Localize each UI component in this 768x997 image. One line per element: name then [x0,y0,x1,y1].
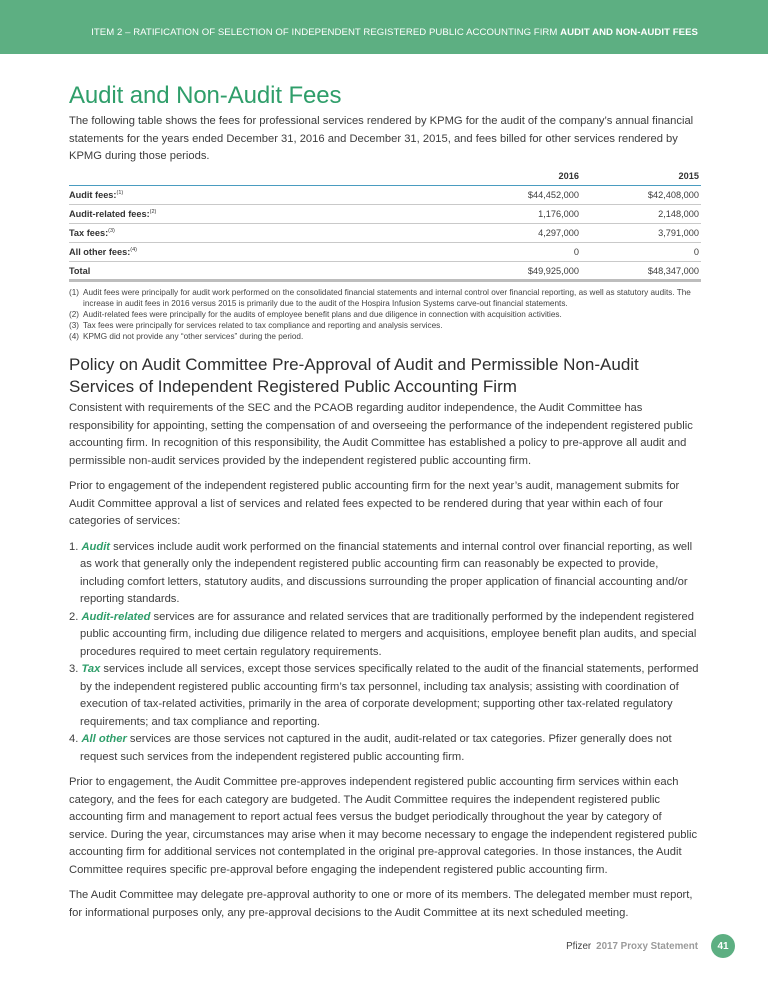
row-label: Audit-related fees:$^{(2)}$ [69,205,451,224]
value-2016: $44,452,000 [451,186,581,205]
column-header-2016: 2016 [451,169,581,186]
row-label: Total [69,262,451,281]
running-header-prefix: ITEM 2 – RATIFICATION OF SELECTION OF INDEPENDENT REGISTERED PUBLIC ACCOUNTING FIRM [91,27,558,38]
policy-paragraph-4: The Audit Committee may delegate pre-approval authority to one or more of its members. The delegated member must report, for informational purposes only, any pre-approval decisions to the Audit Committee at its next scheduled meeting. [69,889,693,919]
value-2016: 4,297,000 [451,224,581,243]
column-header-2015: 2015 [581,169,701,186]
column-header-label [69,169,451,186]
keyword-audit-related: Audit-related [81,610,151,623]
list-item-all-other: 4. All other services are those services not captured in the audit, audit-related or tax categories. Pfizer generally does not request such services from the independent registered public accounting firm. [69,733,672,763]
footnote-ref: (2) [149,209,157,215]
table-row-tax-fees [69,224,701,243]
row-label: Audit fees:$^{(1)}$ [69,186,451,205]
value-2016: 1,176,000 [451,205,581,224]
list-item-tax: 3. Tax services include all services, except those services specifically related to the audit of the financial statements, performed by the independent registered public accounting firm’s tax personnel, including tax analysis; assisting with coordination of execution of tax-related activities, primarily in the area of corporate development; supporting other tax-related regulatory requirements; and tax compliance and reporting. [69,663,699,728]
value-2016: 0 [451,243,581,262]
footnote-ref: (4) [130,247,137,253]
footnote-1: (1) Audit fees were principally for audit work performed on the consolidated financial statements and internal control over financial reporting, as well as statutory audits. The increase in audit fees in 2016 versus 2015 is primarily due to the audit of the Hospira Infusion Systems carve-out financial statements. [69,288,691,309]
value-2015: 0 [581,243,701,262]
value-2016: $49,925,000 [451,262,581,281]
table-row-audit-fees [69,186,701,205]
keyword-all-other: All other [81,733,127,746]
table-row-all-other-fees [69,243,701,262]
intro-paragraph: The following table shows the fees for professional services rendered by KPMG for the audit of the company’s annual financial statements for the years ended December 31, 2016 and December 31, 2015, and fees billed for other services rendered by KPMG during those periods. [69,115,694,162]
table-footnotes [69,287,701,342]
list-item-audit-related: 2. Audit-related services are for assurance and related services that are traditionally performed by the independent registered public accounting firm, including due diligence related to mergers and acquisitions, employee benefit plan audits, and special procedures required to meet certain regulatory requirements. [69,610,697,658]
header-band [0,0,768,54]
page-footer [566,934,735,958]
value-2015: $42,408,000 [581,186,701,205]
footnote-2: (2) Audit-related fees were principally for the audits of employee benefit plans and due diligence in connection with acquisition activities. [69,310,562,320]
row-label: Tax fees:$^{(3)}$ [69,224,451,243]
list-item-audit: 1. Audit services include audit work performed on the financial statements and internal control over financial reporting, as well as work that generally only the independent registered public accounting firm can reasonably be expected to provide, including comfort letters, statutory audits, and discussions surrounding the proper application of financial accounting and/or reporting standards. [69,540,693,606]
fees-table [69,169,701,283]
policy-paragraph-3: Prior to engagement, the Audit Committee pre-approves independent registered public accounting firm services within each category, and the fees for each category are budgeted. The Audit Committee requires the independent registered public accounting firm and management to report actual fees versus the budget periodically throughout the year by category of service. During the year, circumstances may arise when it may become necessary to engage the independent registered public accounting firm for additional services not contemplated in the original pre-approval categories. In those instances, the Audit Committee requires specific pre-approval before engaging the independent registered public accounting firm. [69,776,698,876]
footer-document-title: 2017 Proxy Statement [596,940,698,952]
footnote-4: (4) KPMG did not provide any “other services” during the period. [69,332,304,342]
policy-paragraph-1: Consistent with requirements of the SEC and the PCAOB regarding auditor independence, the Audit Committee has responsibility for appointing, setting the compensation of and overseeing the performance of the independent registered public accounting firm. In recognition of this responsibility, the Audit Committee has established a policy to pre-approve all audit and permissible non-audit services provided by the independent registered public accounting firm. [69,402,693,467]
keyword-audit: Audit [81,540,111,553]
row-label: All other fees:$^{(4)}$ [69,243,451,262]
running-header-section: AUDIT AND NON-AUDIT FEES [560,27,698,38]
page-number-badge: 41 [711,934,735,958]
policy-heading: Policy on Audit Committee Pre-Approval of Audit and Permissible Non-Audit Services of Independent Registered Public Accounting Firm [69,355,639,397]
running-header [91,27,698,38]
page-content [69,82,701,922]
table-row-total [69,262,701,281]
value-2015: 3,791,000 [581,224,701,243]
value-2015: 2,148,000 [581,205,701,224]
page-title: Audit and Non-Audit Fees [69,82,342,109]
policy-paragraph-2: Prior to engagement of the independent registered public accounting firm for the next year’s audit, management submits for Audit Committee approval a list of services and related fees expected to be rendered during that year within each of four categories of services: [69,480,680,528]
service-categories-list [69,539,701,767]
footnote-ref: (1) [116,190,124,196]
footer-brand: Pfizer [566,940,592,952]
keyword-tax: Tax [81,663,101,676]
table-header-row [69,169,701,186]
footnote-3: (3) Tax fees were principally for services related to tax compliance and reporting and analysis services. [69,321,443,331]
table-row-audit-related-fees [69,205,701,224]
value-2015: $48,347,000 [581,262,701,281]
footnote-ref: (3) [108,228,115,234]
